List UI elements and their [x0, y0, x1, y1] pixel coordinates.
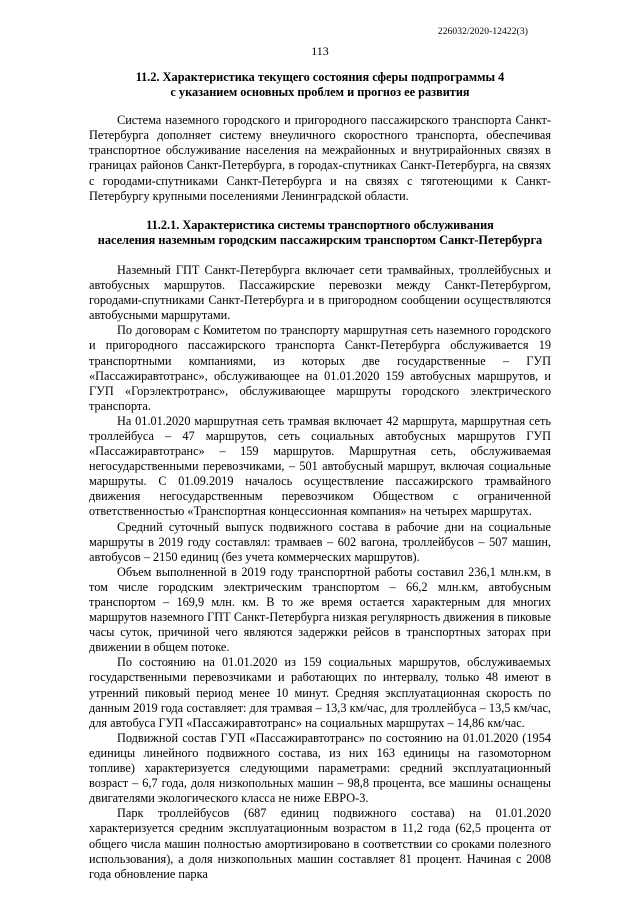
body-paragraph: По состоянию на 01.01.2020 из 159 социальных маршрутов, обслуживаемых государственными перевозчиками и работающих по интервалу, только 48 имеют в утренний пиковый период менее 10 минут. Средняя эксплуатационная скорость по данным 2019 года составляет: для трамвая – 13,3 км/час, для троллейбуса – 13,5 км/час, для автобуса ГУП «Пассажиравтотранс» на социальных маршрутах – 14,86 км/час. — [89, 655, 551, 730]
body-paragraph: Подвижной состав ГУП «Пассажиравтотранс» по состоянию на 01.01.2020 (1954 единицы линейного подвижного состава, из них 163 единицы на газомоторном топливе) характеризуется следующими параметрами: средний эксплуатационный возраст – 6,7 года, доля низкопольных машин – 98,8 процента, все машины оснащены двигателями экологического класса не ниже ЕВРО-3. — [89, 730, 551, 806]
body-paragraph: Средний суточный выпуск подвижного состава в рабочие дни на социальные маршруты в 2019 году составлял: трамваев – 602 вагона, троллейбусов – 507 машин, автобусов – 2150 единиц (без учета коммерческих маршрутов). — [89, 519, 551, 564]
body-paragraph: Наземный ГПТ Санкт-Петербурга включает сети трамвайных, троллейбусных и автобусных маршрутов. Пассажирские перевозки между Санкт-Петербургом, городами-спутниками Санкт-Петербурга и в пригородном сообщении осуществляются автобусными маршрутами. — [89, 262, 551, 323]
page-number: 113 — [311, 44, 329, 58]
section-heading — [89, 70, 551, 100]
body-paragraph: По договорам с Комитетом по транспорту маршрутная сеть наземного городского и пригородного пассажирского транспорта Санкт-Петербурга обслуживается 19 транспортными компаниями, из которых две государственные – ГУП «Пассажиравтотранс», обслуживающее на 01.01.2020 159 автобусных маршрутов, и ГУП «Горэлектротранс», обслуживающее маршруты городского электрического транспорта. — [89, 323, 551, 413]
document-id: 226032/2020-12422(3) — [437, 27, 528, 37]
page-content — [89, 68, 551, 882]
subsection-heading-line-2: населения наземным городским пассажирским транспортом Санкт-Петербурга — [97, 232, 543, 247]
subsection-heading-line-1: 11.2.1. Характеристика системы транспортного обслуживания — [146, 217, 494, 232]
subsection-heading — [89, 218, 551, 248]
body-paragraph: На 01.01.2020 маршрутная сеть трамвая включает 42 маршрута, маршрутная сеть троллейбуса – 47 маршрутов, сеть социальных автобусных маршрутов ГУП «Пассажиравтотранс» – 159 маршрутов. Маршрутная сеть, обслуживаемая негосударственными перевозчиками, – 501 автобусный маршрут, включая социальные маршруты. С 01.09.2019 началось осуществление пассажирского трамвайного движения негосударственным перевозчиком Обществом с ограниченной ответственностью «Транспортная концессионная компания» на четырех маршрутах. — [89, 413, 551, 519]
section-heading-line-2: с указанием основных проблем и прогноз ее развития — [170, 85, 470, 100]
section-intro-paragraph: Система наземного городского и пригородного пассажирского транспорта Санкт-Петербурга дополняет систему внеуличного скоростного транспорта, обеспечивая транспортное обслуживание населения на межрайонных и внутрирайонных связях в границах районов Санкт-Петербурга, в городах-спутниках Санкт-Петербурга, на связях с городами-спутниками Санкт-Петербурга и на связях с тяготеющими к Санкт-Петербургу крупными поселениями Ленинградской области. — [89, 113, 551, 203]
body-paragraph: Объем выполненной в 2019 году транспортной работы составил 236,1 млн.км, в том числе городским электрическим транспортом – 66,2 млн.км, автобусным транспортом – 169,9 млн. км. В то же время остается характерным для многих маршрутов наземного ГПТ Санкт-Петербурга низкая регулярность движения в пиковые часы суток, причиной чего являются задержки рейсов в транспортных заторах при движении в общем потоке. — [89, 564, 551, 655]
section-heading-line-1: 11.2. Характеристика текущего состояния сферы подпрограммы 4 — [135, 70, 505, 84]
body-paragraph: Парк троллейбусов (687 единиц подвижного состава) на 01.01.2020 характеризуется средним эксплуатационным возрастом в 11,2 года (62,5 процента от общего числа машин полностью амортизировано в соответствии со сроками полезного использования), а доля низкопольных машин составляет 81 процент. Начиная с 2008 года обновление парка — [89, 806, 551, 881]
